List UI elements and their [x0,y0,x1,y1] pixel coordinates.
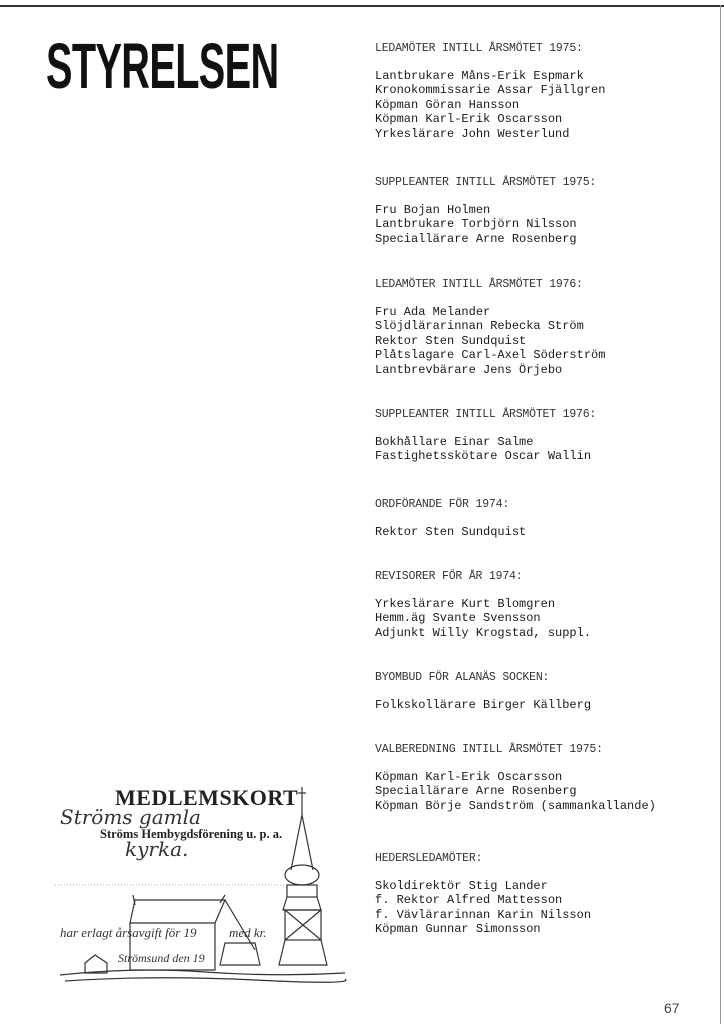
member-entry: Lantbrukare Torbjörn Nilsson [375,217,577,232]
section-heading: HEDERSLEDAMÖTER: [375,852,483,865]
section [375,278,605,378]
member-entry: Speciallärare Arne Rosenberg [375,231,577,246]
member-entry: Köpman Gunnar Simonsson [375,922,541,937]
place-date-line: Strömsund den 19 [118,951,205,965]
member-entry: Plåtslagare Carl-Axel Söderström [375,348,606,363]
section-heading: VALBEREDNING INTILL ÅRSMÖTET 1975: [375,743,603,756]
member-entry: Köpman Karl-Erik Oscarsson [375,769,563,784]
card-title: MEDLEMSKORT [115,785,299,810]
member-entry: Fastighetsskötare Oscar Wallin [375,449,592,464]
section-heading: LEDAMÖTER INTILL ÅRSMÖTET 1976: [375,278,583,291]
membership-card-illustration [55,775,355,985]
association-name: Ströms Hembygdsförening u. p. a. [100,827,283,841]
section-heading: ORDFÖRANDE FÖR 1974: [375,498,510,511]
top-border [0,5,724,7]
member-entry: Köpman Börje Sandström (sammankallande) [375,798,656,813]
section [375,570,591,640]
member-entry: Yrkeslärare John Westerlund [375,126,570,141]
page-number: 67 [664,1000,680,1016]
member-entry: Lantbrevbärare Jens Örjebo [375,362,563,377]
handwritten-text: Ströms gamla [60,805,201,829]
member-entry: Fru Bojan Holmen [375,202,491,217]
member-entry: Köpman Karl-Erik Oscarsson [375,112,563,127]
member-entry: Rektor Sten Sundquist [375,524,527,539]
member-entry: f. Vävlärarinnan Karin Nilsson [375,907,592,922]
member-entry: Köpman Göran Hansson [375,97,520,112]
section [375,408,596,464]
section [375,671,591,712]
section-heading: REVISORER FÖR ÅR 1974: [375,570,523,583]
member-entry: Hemm.äg Svante Svensson [375,611,541,626]
member-entry: Slöjdlärarinnan Rebecka Ström [375,319,584,334]
section-heading: SUPPLEANTER INTILL ÅRSMÖTET 1976: [375,408,597,421]
section [375,42,605,142]
section [375,498,526,539]
fee-paid-line: har erlagt årsavgift för 19 med kr. [60,925,267,940]
section-heading: BYOMBUD FÖR ALANÄS SOCKEN: [375,671,550,684]
member-entry: Lantbrukare Måns-Erik Espmark [375,68,584,83]
member-entry: Bokhållare Einar Salme [375,434,534,449]
member-entry: Fru Ada Melander [375,304,491,319]
member-entry: Adjunkt Willy Krogstad, suppl. [375,625,592,640]
section-heading: SUPPLEANTER INTILL ÅRSMÖTET 1975: [375,176,597,189]
handwritten-text: kyrka. [125,837,189,861]
member-entry: Folkskollärare Birger Källberg [375,697,592,712]
page-edge [720,5,721,1024]
member-entry: Yrkeslärare Kurt Blomgren [375,596,556,611]
member-entry: Rektor Sten Sundquist [375,333,527,348]
section [375,743,656,813]
section-heading: LEDAMÖTER INTILL ÅRSMÖTET 1975: [375,42,583,55]
section [375,852,591,937]
member-entry: Speciallärare Arne Rosenberg [375,784,577,799]
page-title: STYRELSEN [46,30,279,102]
member-entry: f. Rektor Alfred Mattesson [375,893,563,908]
section [375,176,596,246]
member-entry: Skoldirektör Stig Lander [375,878,548,893]
member-entry: Kronokommissarie Assar Fjällgren [375,83,606,98]
